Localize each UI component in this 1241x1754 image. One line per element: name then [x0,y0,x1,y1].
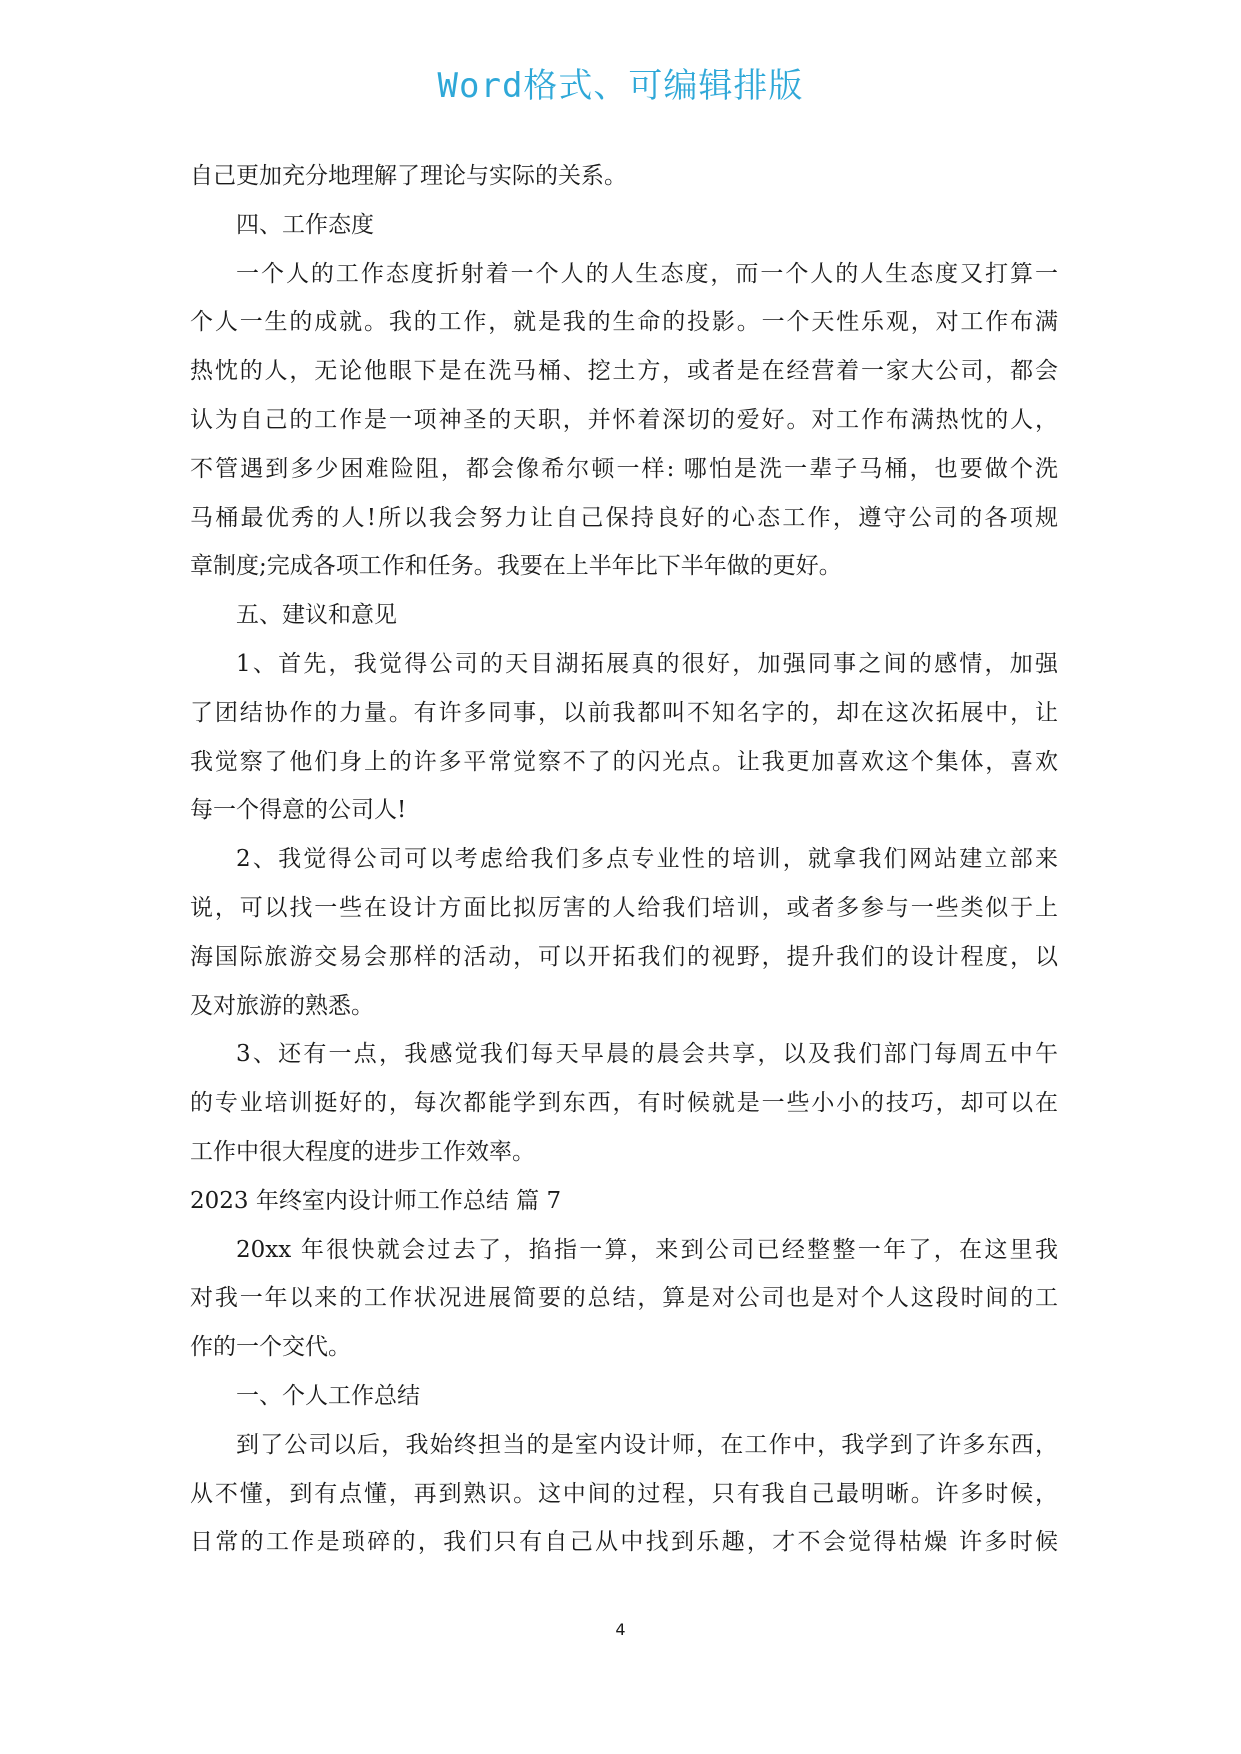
text-line: 及对旅游的熟悉。 [190,992,374,1019]
text-line: 自己更加充分地理解了理论与实际的关系。 [190,163,627,189]
text-line: 海国际旅游交易会那样的活动，可以开拓我们的视野，提升我们的设计程度，以 [190,943,1058,970]
text-line: 3、还有一点，我感觉我们每天早晨的晨会共享，以及我们部门每周五中午 [236,1041,1058,1068]
text-line: 认为自己的工作是一项神圣的天职，并怀着深切的爱好。对工作布满热忱的人， [190,406,1058,433]
text-line: 到了公司以后，我始终担当的是室内设计师，在工作中，我学到了许多东西， [236,1431,1058,1458]
text-line: 一个人的工作态度折射着一个人的人生态度，而一个人的人生态度又打算一 [236,260,1058,287]
text-line: 章制度;完成各项工作和任务。我要在上半年比下半年做的更好。 [190,553,842,580]
text-line: 对我一年以来的工作状况进展简要的总结，算是对公司也是对个人这段时间的工 [190,1285,1058,1312]
page-header-title: Word格式、可编辑排版 [437,66,804,106]
text-line: 每一个得意的公司人! [190,797,407,824]
text-line: 一、个人工作总结 [236,1382,420,1409]
text-line: 热忱的人，无论他眼下是在洗马桶、挖土方，或者是在经营着一家大公司，都会 [190,358,1058,385]
text-line: 四、工作态度 [236,211,374,238]
text-line: 的专业培训挺好的，每次都能学到东西，有时候就是一些小小的技巧，却可以在 [190,1090,1058,1117]
text-line: 作的一个交代。 [190,1334,351,1361]
text-line: 日常的工作是琐碎的，我们只有自己从中找到乐趣，才不会觉得枯燥 许多时候 [190,1529,1058,1556]
text-line: 从不懂，到有点懂，再到熟识。这中间的过程，只有我自己最明晰。许多时候， [190,1480,1058,1507]
text-line: 五、建议和意见 [236,602,397,629]
text-line: 2、我觉得公司可以考虑给我们多点专业性的培训，就拿我们网站建立部来 [236,846,1058,873]
text-line: 马桶最优秀的人!所以我会努力让自己保持良好的心态工作，遵守公司的各项规 [190,504,1058,531]
text-line: 20xx 年很快就会过去了，掐指一算，来到公司已经整整一年了，在这里我 [236,1236,1058,1263]
text-line: 工作中很大程度的进步工作效率。 [190,1138,535,1165]
text-line: 2023 年终室内设计师工作总结 篇 7 [190,1187,562,1214]
page-number: 4 [615,1620,626,1639]
text-line: 我觉察了他们身上的许多平常觉察不了的闪光点。让我更加喜欢这个集体，喜欢 [190,748,1058,775]
text-line: 不管遇到多少困难险阻，都会像希尔顿一样: 哪怕是洗一辈子马桶，也要做个洗 [190,455,1058,482]
text-line: 个人一生的成就。我的工作，就是我的生命的投影。一个天性乐观，对工作布满 [190,309,1058,336]
text-line: 了团结协作的力量。有许多同事，以前我都叫不知名字的，却在这次拓展中，让 [190,699,1058,726]
text-line: 说，可以找一些在设计方面比拟厉害的人给我们培训，或者多参与一些类似于上 [190,894,1058,921]
text-line: 1、首先，我觉得公司的天目湖拓展真的很好，加强同事之间的感情，加强 [236,650,1058,677]
document-body [190,152,1058,1567]
